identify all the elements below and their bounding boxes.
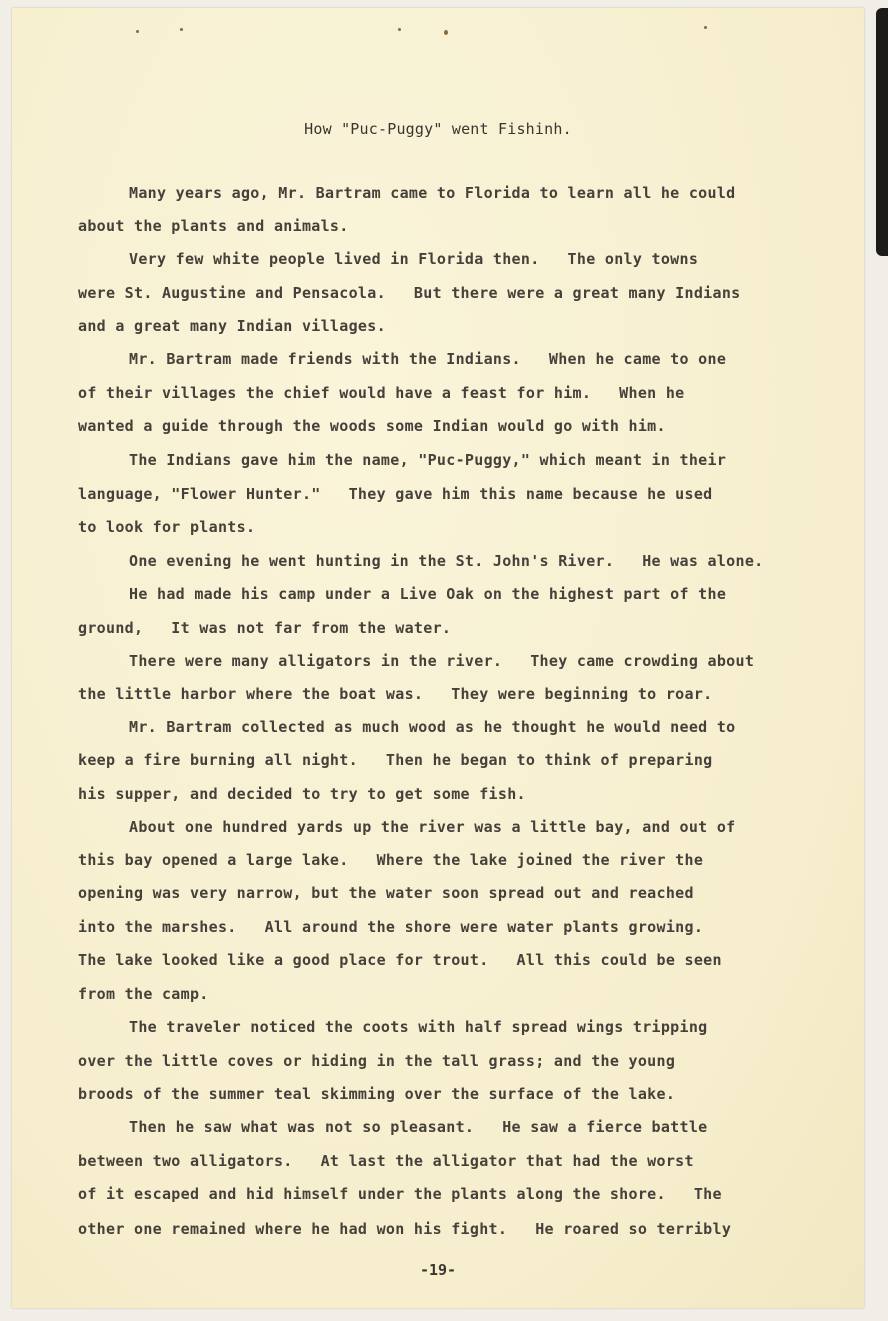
- text-line: Then he saw what was not so pleasant. He saw a fierce battle: [129, 1118, 708, 1136]
- text-line: to look for plants.: [78, 518, 256, 536]
- text-line: keep a fire burning all night. Then he began to think of preparing: [78, 751, 713, 769]
- text-line: Very few white people lived in Florida then. The only towns: [129, 250, 699, 268]
- text-line: One evening he went hunting in the St. John's River. He was alone.: [129, 552, 764, 570]
- text-line: about the plants and animals.: [78, 217, 349, 235]
- text-line: Mr. Bartram made friends with the Indians. When he came to one: [129, 350, 727, 368]
- paper-speck: [398, 28, 401, 31]
- text-line: The traveler noticed the coots with half spread wings tripping: [129, 1018, 708, 1036]
- text-line: Mr. Bartram collected as much wood as he thought he would need to: [129, 718, 736, 736]
- text-line: of their villages the chief would have a feast for him. When he: [78, 384, 685, 402]
- text-line: over the little coves or hiding in the tall grass; and the young: [78, 1052, 676, 1070]
- text-line: There were many alligators in the river. They came crowding about: [129, 652, 755, 670]
- text-line: into the marshes. All around the shore were water plants growing.: [78, 918, 704, 936]
- text-line: Many years ago, Mr. Bartram came to Florida to learn all he could: [129, 184, 736, 202]
- text-line: The Indians gave him the name, "Puc-Puggy," which meant in their: [129, 451, 727, 469]
- text-line: opening was very narrow, but the water soon spread out and reached: [78, 884, 694, 902]
- text-line: About one hundred yards up the river was a little bay, and out of: [129, 818, 736, 836]
- text-line: of it escaped and hid himself under the plants along the shore. The: [78, 1185, 722, 1203]
- binder-edge: [876, 8, 888, 256]
- text-line: other one remained where he had won his fight. He roared so terribly: [78, 1220, 732, 1238]
- text-line: the little harbor where the boat was. They were beginning to roar.: [78, 685, 713, 703]
- document-page: [12, 8, 864, 1308]
- page-number: -19-: [419, 1261, 457, 1279]
- text-line: from the camp.: [78, 985, 209, 1003]
- text-line: language, "Flower Hunter." They gave him this name because he used: [78, 485, 713, 503]
- text-line: The lake looked like a good place for trout. All this could be seen: [78, 951, 722, 969]
- text-line: wanted a guide through the woods some Indian would go with him.: [78, 417, 666, 435]
- page-title: How "Puc-Puggy" went Fishinh.: [304, 120, 572, 138]
- text-line: this bay opened a large lake. Where the lake joined the river the: [78, 851, 704, 869]
- paper-speck: [180, 28, 183, 31]
- text-line: were St. Augustine and Pensacola. But there were a great many Indians: [78, 284, 741, 302]
- text-line: his supper, and decided to try to get some fish.: [78, 785, 526, 803]
- text-line: and a great many Indian villages.: [78, 317, 386, 335]
- text-line: broods of the summer teal skimming over the surface of the lake.: [78, 1085, 676, 1103]
- text-line: ground, It was not far from the water.: [78, 619, 452, 637]
- text-line: between two alligators. At last the alligator that had the worst: [78, 1152, 694, 1170]
- paper-speck: [444, 30, 448, 35]
- paper-speck: [704, 26, 707, 29]
- text-line: He had made his camp under a Live Oak on the highest part of the: [129, 585, 727, 603]
- paper-speck: [136, 30, 139, 33]
